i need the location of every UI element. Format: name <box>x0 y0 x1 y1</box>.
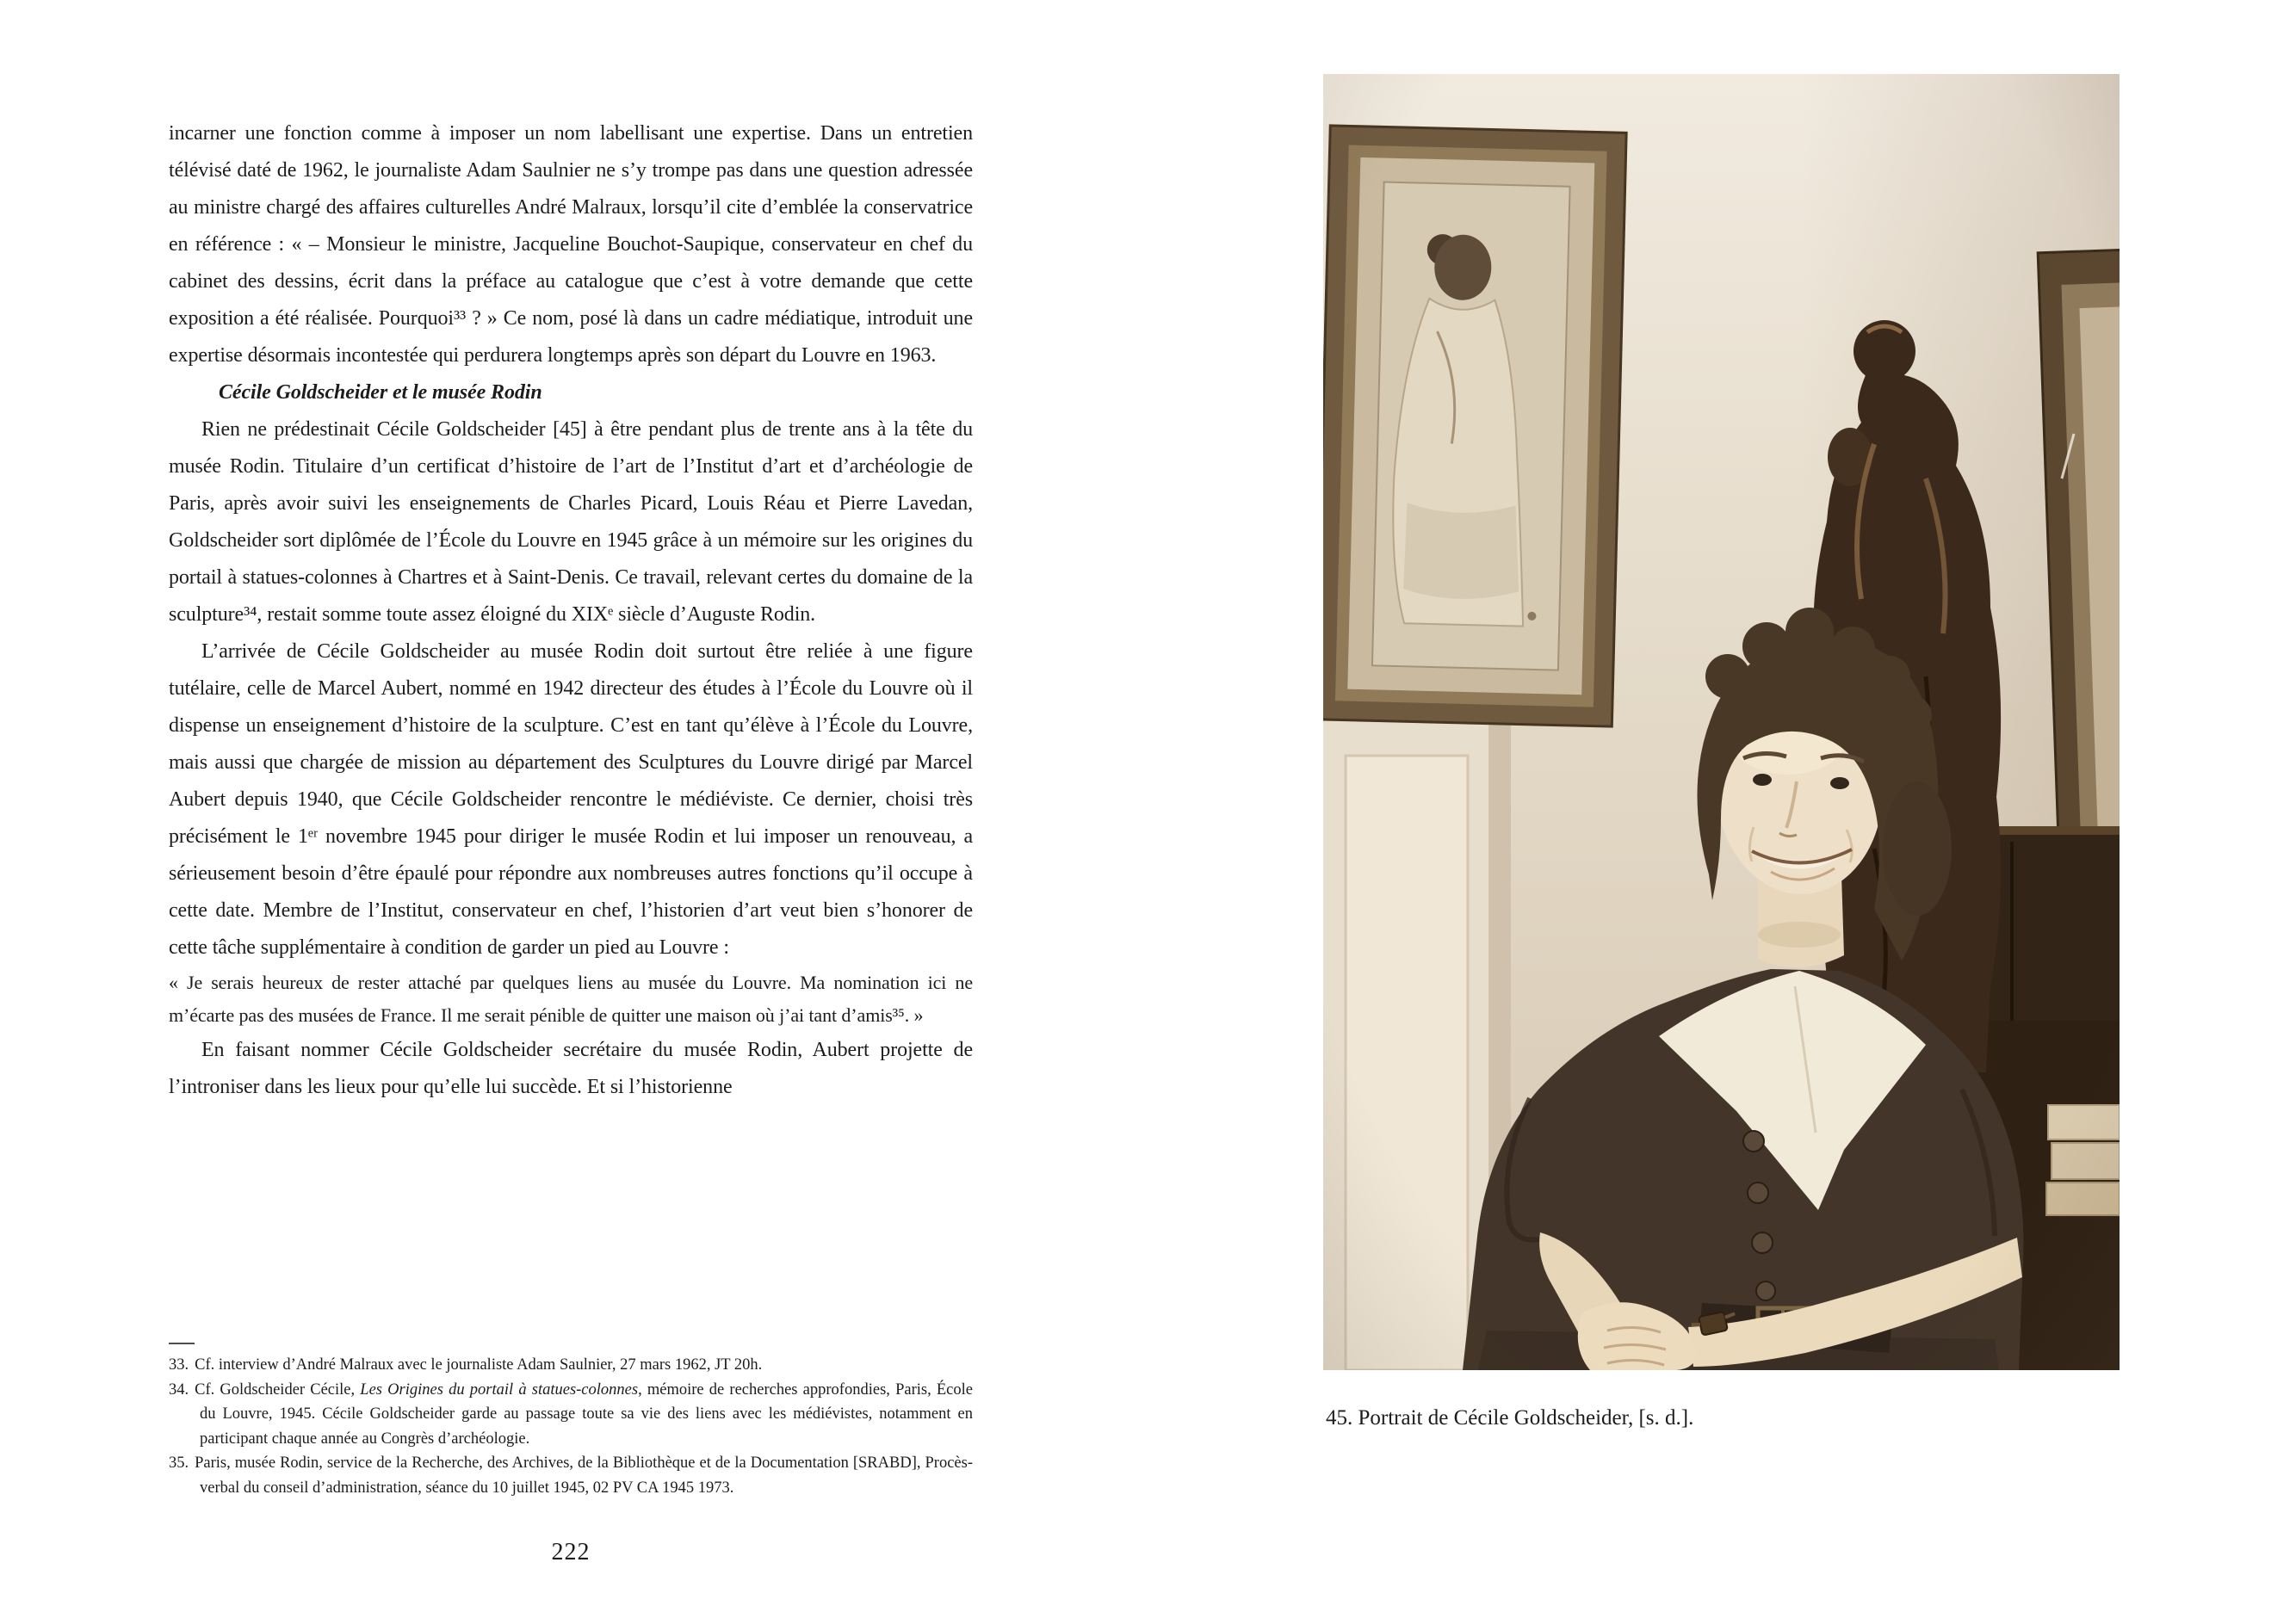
portrait-photo <box>1323 74 2120 1370</box>
section-heading: Cécile Goldscheider et le musée Rodin <box>219 381 542 404</box>
footnote-italic-title: Les Origines du portail à statues-colonnes <box>360 1380 639 1399</box>
footnote-number: 34. <box>169 1380 189 1399</box>
footnote-text: Cf. Goldscheider Cécile, <box>195 1380 361 1399</box>
right-page <box>1148 0 2296 1618</box>
footnote-text: Paris, musée Rodin, service de la Recherche, des Archives, de la Bibliothèque et de la Documentation [SRABD], Procès-verbal du conseil d’administration, séance du 10 juillet 1945, 02 PV CA 1945 1973. <box>195 1454 973 1497</box>
footnote <box>169 1378 973 1452</box>
portrait-photo-illustration <box>1323 74 2120 1370</box>
footnote-text: Cf. interview d’André Malraux avec le journaliste Adam Saulnier, 27 mars 1962, JT 20h. <box>195 1356 763 1374</box>
footnote-text: , mémoire de recherches approfondies, Paris, École du Louvre, 1945. Cécile Goldscheider garde au passage toute sa vie des liens avec les médiévistes, notamment en participant chaque année au Congrès d’archéologie. <box>200 1380 973 1448</box>
text-column <box>169 115 973 1106</box>
footnotes <box>169 1343 973 1500</box>
block-quote: « Je serais heureux de rester attaché par quelques liens au musée du Louvre. Ma nomination ici ne m’écarte pas des musées de France. Il me serait pénible de quitter une maison où j’ai tant d’amis³⁵. » <box>169 972 973 1026</box>
body-paragraph: L’arrivée de Cécile Goldscheider au musée Rodin doit surtout être reliée à une figure tutélaire, celle de Marcel Aubert, nommé en 1942 directeur des études à l’École du Louvre où il dispense un enseignement d’histoire de la sculpture. C’est en tant qu’élève à l’École du Louvre, mais aussi que chargée de mission au département des Sculptures du Louvre dirigé par Marcel Aubert depuis 1940, que Cécile Goldscheider rencontre le médiéviste. Ce dernier, choisi très précisément le 1ᵉʳ novembre 1945 pour diriger le musée Rodin et lui imposer un renouveau, a sérieusement besoin d’être épaulé pour répondre aux nombreuses autres fonctions qu’il occupe à cette date. Membre de l’Institut, conservateur en chef, l’historien d’art veut bien s’honorer de cette tâche supplémentaire à condition de garder un pied au Louvre : <box>169 640 973 959</box>
footnote-number: 33. <box>169 1356 189 1374</box>
footnote-rule <box>169 1343 195 1344</box>
footnote <box>169 1353 973 1378</box>
footnote <box>169 1451 973 1500</box>
page-number: 222 <box>551 1539 591 1566</box>
footnote-number: 35. <box>169 1454 189 1472</box>
body-paragraph: Rien ne prédestinait Cécile Goldscheider [45] à être pendant plus de trente ans à la tête du musée Rodin. Titulaire d’un certificat d’histoire de l’art de l’Institut d’art et d’archéologie de Paris, après avoir suivi les enseignements de Charles Picard, Louis Réau et Pierre Lavedan, Goldscheider sort diplômée de l’École du Louvre en 1945 grâce à un mémoire sur les origines du portail à statues-colonnes à Chartres et à Saint-Denis. Ce travail, relevant certes du domaine de la sculpture³⁴, restait somme toute assez éloigné du XIXᵉ siècle d’Auguste Rodin. <box>169 418 973 626</box>
body-paragraph: En faisant nommer Cécile Goldscheider secrétaire du musée Rodin, Aubert projette de l’introniser dans les lieux pour qu’elle lui succède. Et si l’historienne <box>169 1039 973 1098</box>
photo-vignette <box>1323 74 2120 1370</box>
body-paragraph: incarner une fonction comme à imposer un nom labellisant une expertise. Dans un entretien télévisé daté de 1962, le journaliste Adam Saulnier ne s’y trompe pas dans une question adressée au ministre chargé des affaires culturelles André Malraux, lorsqu’il cite d’emblée la conservatrice en référence : « – Monsieur le ministre, Jacqueline Bouchot-Saupique, conservateur en chef du cabinet des dessins, écrit dans la préface au catalogue que c’est à votre demande que cette exposition a été réalisée. Pourquoi³³ ? » Ce nom, posé là dans un cadre médiatique, introduit une expertise désormais incontestée qui perdurera longtemps après son départ du Louvre en 1963. <box>169 122 973 367</box>
photo-caption: 45. Portrait de Cécile Goldscheider, [s. d.]. <box>1326 1406 1694 1430</box>
